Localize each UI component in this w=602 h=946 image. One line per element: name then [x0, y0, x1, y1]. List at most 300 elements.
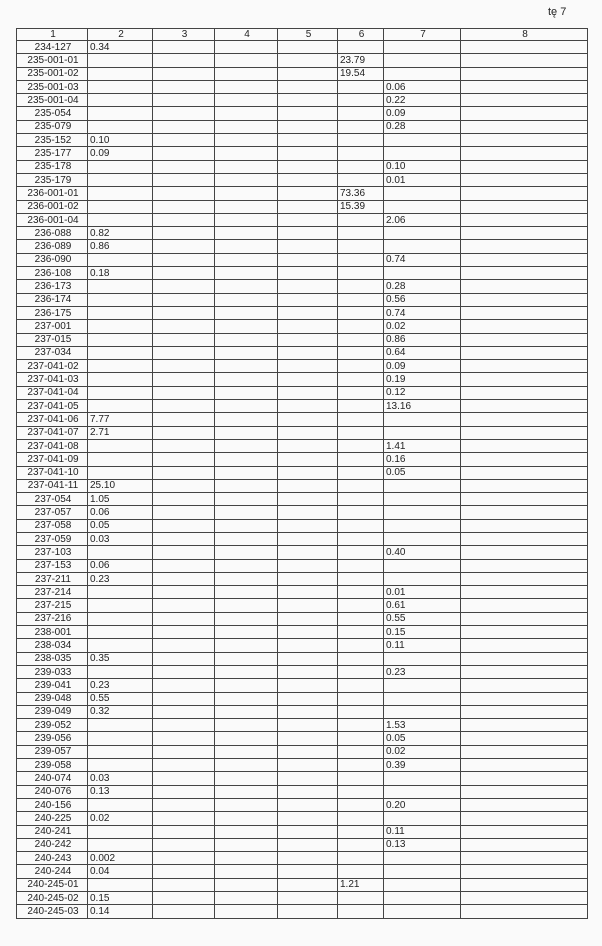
value-cell-col7: 0.64 [384, 346, 461, 359]
value-cell-col2 [88, 360, 153, 373]
value-cell-col7 [384, 812, 461, 825]
value-cell-col7: 0.20 [384, 798, 461, 811]
table-row [17, 679, 588, 692]
value-cell-col2 [88, 67, 153, 80]
table-row [17, 134, 588, 147]
value-cell-col8 [461, 612, 588, 625]
table-row [17, 599, 588, 612]
value-cell-col8 [461, 320, 588, 333]
value-cell-col8 [461, 346, 588, 359]
value-cell-col6 [338, 413, 384, 426]
table-row [17, 479, 588, 492]
value-cell-col4 [215, 107, 278, 120]
table-row [17, 173, 588, 186]
value-cell-col6 [338, 386, 384, 399]
column-header-8: 8 [461, 29, 588, 41]
value-cell-col2 [88, 838, 153, 851]
value-cell-col5 [278, 466, 338, 479]
value-cell-col6 [338, 798, 384, 811]
table-row [17, 253, 588, 266]
table-row [17, 732, 588, 745]
value-cell-col2 [88, 719, 153, 732]
value-cell-col3 [153, 532, 215, 545]
value-cell-col2 [88, 386, 153, 399]
value-cell-col7: 0.55 [384, 612, 461, 625]
value-cell-col6 [338, 426, 384, 439]
value-cell-col5 [278, 280, 338, 293]
value-cell-col3 [153, 173, 215, 186]
value-cell-col4 [215, 466, 278, 479]
value-cell-col2 [88, 626, 153, 639]
value-cell-col7: 0.61 [384, 599, 461, 612]
value-cell-col5 [278, 173, 338, 186]
parcel-id-cell: 234-127 [17, 41, 88, 54]
table-row [17, 772, 588, 785]
value-cell-col3 [153, 572, 215, 585]
value-cell-col5 [278, 107, 338, 120]
value-cell-col4 [215, 493, 278, 506]
value-cell-col6 [338, 865, 384, 878]
value-cell-col6 [338, 293, 384, 306]
table-row [17, 506, 588, 519]
value-cell-col2 [88, 612, 153, 625]
parcel-id-cell: 235-177 [17, 147, 88, 160]
value-cell-col7 [384, 865, 461, 878]
parcel-id-cell: 239-052 [17, 719, 88, 732]
value-cell-col6 [338, 360, 384, 373]
value-cell-col5 [278, 453, 338, 466]
parcel-id-cell: 236-108 [17, 267, 88, 280]
value-cell-col7 [384, 692, 461, 705]
value-cell-col2: 0.02 [88, 812, 153, 825]
value-cell-col4 [215, 293, 278, 306]
table-row [17, 80, 588, 93]
value-cell-col6 [338, 652, 384, 665]
value-cell-col6 [338, 506, 384, 519]
value-cell-col4 [215, 200, 278, 213]
value-cell-col4 [215, 187, 278, 200]
parcel-id-cell: 240-245-03 [17, 905, 88, 918]
table-row [17, 559, 588, 572]
value-cell-col6 [338, 147, 384, 160]
value-cell-col4 [215, 346, 278, 359]
value-cell-col8 [461, 400, 588, 413]
value-cell-col4 [215, 878, 278, 891]
value-cell-col4 [215, 479, 278, 492]
table-row [17, 759, 588, 772]
value-cell-col7 [384, 267, 461, 280]
value-cell-col7: 0.40 [384, 546, 461, 559]
value-cell-col5 [278, 253, 338, 266]
value-cell-col3 [153, 626, 215, 639]
value-cell-col2: 0.002 [88, 852, 153, 865]
table-row [17, 466, 588, 479]
value-cell-col2 [88, 599, 153, 612]
value-cell-col3 [153, 400, 215, 413]
value-cell-col2 [88, 200, 153, 213]
value-cell-col5 [278, 652, 338, 665]
value-cell-col3 [153, 586, 215, 599]
value-cell-col5 [278, 439, 338, 452]
value-cell-col3 [153, 878, 215, 891]
value-cell-col3 [153, 665, 215, 678]
value-cell-col3 [153, 346, 215, 359]
value-cell-col8 [461, 67, 588, 80]
value-cell-col5 [278, 599, 338, 612]
table-row [17, 453, 588, 466]
value-cell-col2 [88, 320, 153, 333]
table-row [17, 639, 588, 652]
table-row [17, 745, 588, 758]
value-cell-col5 [278, 400, 338, 413]
value-cell-col7: 1.41 [384, 439, 461, 452]
parcel-id-cell: 240-241 [17, 825, 88, 838]
value-cell-col5 [278, 373, 338, 386]
value-cell-col7 [384, 479, 461, 492]
value-cell-col8 [461, 546, 588, 559]
table-row [17, 41, 588, 54]
value-cell-col4 [215, 652, 278, 665]
value-cell-col4 [215, 852, 278, 865]
value-cell-col4 [215, 532, 278, 545]
parcel-id-cell: 237-001 [17, 320, 88, 333]
value-cell-col4 [215, 333, 278, 346]
parcel-id-cell: 236-001-01 [17, 187, 88, 200]
value-cell-col8 [461, 692, 588, 705]
parcel-id-cell: 235-178 [17, 160, 88, 173]
table-row [17, 493, 588, 506]
value-cell-col5 [278, 719, 338, 732]
table-row [17, 227, 588, 240]
value-cell-col4 [215, 812, 278, 825]
value-cell-col6 [338, 626, 384, 639]
value-cell-col2 [88, 466, 153, 479]
value-cell-col8 [461, 80, 588, 93]
value-cell-col3 [153, 692, 215, 705]
value-cell-col4 [215, 54, 278, 67]
value-cell-col4 [215, 147, 278, 160]
value-cell-col7 [384, 506, 461, 519]
table-row [17, 400, 588, 413]
value-cell-col3 [153, 825, 215, 838]
value-cell-col6: 23.79 [338, 54, 384, 67]
table-row [17, 852, 588, 865]
value-cell-col4 [215, 453, 278, 466]
value-cell-col5 [278, 346, 338, 359]
parcel-id-cell: 236-173 [17, 280, 88, 293]
value-cell-col6 [338, 546, 384, 559]
value-cell-col3 [153, 479, 215, 492]
value-cell-col6 [338, 612, 384, 625]
value-cell-col8 [461, 439, 588, 452]
value-cell-col3 [153, 280, 215, 293]
value-cell-col5 [278, 905, 338, 918]
parcel-id-cell: 240-074 [17, 772, 88, 785]
value-cell-col7: 13.16 [384, 400, 461, 413]
parcel-id-cell: 236-174 [17, 293, 88, 306]
value-cell-col7: 0.13 [384, 838, 461, 851]
value-cell-col3 [153, 200, 215, 213]
table-row [17, 532, 588, 545]
table-row [17, 865, 588, 878]
table-row [17, 612, 588, 625]
value-cell-col2 [88, 346, 153, 359]
value-cell-col2 [88, 173, 153, 186]
value-cell-col8 [461, 360, 588, 373]
value-cell-col3 [153, 120, 215, 133]
parcel-id-cell: 235-079 [17, 120, 88, 133]
value-cell-col6 [338, 213, 384, 226]
value-cell-col5 [278, 41, 338, 54]
value-cell-col6 [338, 373, 384, 386]
table-row [17, 306, 588, 319]
table-row [17, 267, 588, 280]
page-label: tę 7 [548, 6, 567, 18]
value-cell-col8 [461, 293, 588, 306]
value-cell-col3 [153, 519, 215, 532]
table-row [17, 705, 588, 718]
value-cell-col7 [384, 147, 461, 160]
value-cell-col4 [215, 798, 278, 811]
parcel-id-cell: 239-041 [17, 679, 88, 692]
column-header-1: 1 [17, 29, 88, 41]
header-row [17, 29, 588, 41]
value-cell-col8 [461, 373, 588, 386]
value-cell-col5 [278, 306, 338, 319]
value-cell-col4 [215, 306, 278, 319]
value-cell-col5 [278, 493, 338, 506]
value-cell-col8 [461, 878, 588, 891]
value-cell-col4 [215, 679, 278, 692]
value-cell-col4 [215, 80, 278, 93]
value-cell-col8 [461, 453, 588, 466]
value-cell-col3 [153, 426, 215, 439]
value-cell-col5 [278, 67, 338, 80]
value-cell-col7 [384, 532, 461, 545]
value-cell-col5 [278, 413, 338, 426]
value-cell-col2: 0.35 [88, 652, 153, 665]
value-cell-col3 [153, 107, 215, 120]
value-cell-col7: 0.05 [384, 466, 461, 479]
value-cell-col3 [153, 439, 215, 452]
value-cell-col7: 0.09 [384, 107, 461, 120]
value-cell-col8 [461, 719, 588, 732]
value-cell-col6 [338, 134, 384, 147]
value-cell-col6: 19.54 [338, 67, 384, 80]
table-row [17, 373, 588, 386]
value-cell-col6 [338, 599, 384, 612]
value-cell-col5 [278, 865, 338, 878]
value-cell-col6 [338, 439, 384, 452]
value-cell-col4 [215, 719, 278, 732]
value-cell-col3 [153, 253, 215, 266]
table-row [17, 413, 588, 426]
value-cell-col8 [461, 134, 588, 147]
parcel-id-cell: 237-216 [17, 612, 88, 625]
value-cell-col4 [215, 865, 278, 878]
value-cell-col8 [461, 812, 588, 825]
table-row [17, 54, 588, 67]
value-cell-col8 [461, 267, 588, 280]
value-cell-col3 [153, 160, 215, 173]
value-cell-col4 [215, 785, 278, 798]
parcel-id-cell: 238-034 [17, 639, 88, 652]
value-cell-col5 [278, 120, 338, 133]
table-row [17, 147, 588, 160]
value-cell-col8 [461, 120, 588, 133]
value-cell-col8 [461, 798, 588, 811]
value-cell-col8 [461, 466, 588, 479]
value-cell-col4 [215, 892, 278, 905]
value-cell-col3 [153, 745, 215, 758]
value-cell-col7 [384, 652, 461, 665]
value-cell-col7 [384, 785, 461, 798]
table-row [17, 346, 588, 359]
value-cell-col6 [338, 120, 384, 133]
value-cell-col5 [278, 612, 338, 625]
parcel-id-cell: 240-076 [17, 785, 88, 798]
value-cell-col3 [153, 320, 215, 333]
table-row [17, 665, 588, 678]
value-cell-col5 [278, 825, 338, 838]
value-cell-col7: 0.10 [384, 160, 461, 173]
table-row [17, 692, 588, 705]
value-cell-col5 [278, 267, 338, 280]
value-cell-col6 [338, 732, 384, 745]
table-row [17, 67, 588, 80]
value-cell-col2 [88, 160, 153, 173]
value-cell-col3 [153, 612, 215, 625]
value-cell-col7 [384, 705, 461, 718]
parcel-id-cell: 237-041-06 [17, 413, 88, 426]
value-cell-col2 [88, 333, 153, 346]
parcel-id-cell: 239-049 [17, 705, 88, 718]
value-cell-col8 [461, 732, 588, 745]
value-cell-col2: 0.14 [88, 905, 153, 918]
table-row [17, 386, 588, 399]
value-cell-col4 [215, 705, 278, 718]
parcel-id-cell: 237-215 [17, 599, 88, 612]
value-cell-col2 [88, 400, 153, 413]
value-cell-col4 [215, 506, 278, 519]
value-cell-col3 [153, 719, 215, 732]
value-cell-col4 [215, 745, 278, 758]
value-cell-col6 [338, 346, 384, 359]
value-cell-col7: 2.06 [384, 213, 461, 226]
table-row [17, 213, 588, 226]
value-cell-col8 [461, 825, 588, 838]
value-cell-col2 [88, 107, 153, 120]
column-header-2: 2 [88, 29, 153, 41]
value-cell-col4 [215, 227, 278, 240]
value-cell-col3 [153, 852, 215, 865]
value-cell-col2: 0.23 [88, 679, 153, 692]
value-cell-col5 [278, 160, 338, 173]
table-row [17, 626, 588, 639]
value-cell-col6 [338, 160, 384, 173]
parcel-id-cell: 237-058 [17, 519, 88, 532]
table-row [17, 572, 588, 585]
value-cell-col7 [384, 227, 461, 240]
value-cell-col8 [461, 479, 588, 492]
value-cell-col4 [215, 213, 278, 226]
parcel-id-cell: 238-001 [17, 626, 88, 639]
value-cell-col7: 0.56 [384, 293, 461, 306]
value-cell-col4 [215, 160, 278, 173]
value-cell-col3 [153, 373, 215, 386]
value-cell-col2 [88, 665, 153, 678]
value-cell-col2 [88, 293, 153, 306]
value-cell-col7 [384, 240, 461, 253]
value-cell-col5 [278, 798, 338, 811]
value-cell-col7 [384, 679, 461, 692]
value-cell-col2: 0.13 [88, 785, 153, 798]
value-cell-col2: 0.18 [88, 267, 153, 280]
value-cell-col8 [461, 532, 588, 545]
value-cell-col5 [278, 812, 338, 825]
value-cell-col2 [88, 54, 153, 67]
value-cell-col2 [88, 745, 153, 758]
value-cell-col7: 0.39 [384, 759, 461, 772]
value-cell-col4 [215, 825, 278, 838]
value-cell-col5 [278, 572, 338, 585]
value-cell-col8 [461, 665, 588, 678]
value-cell-col6 [338, 759, 384, 772]
value-cell-col5 [278, 320, 338, 333]
value-cell-col3 [153, 865, 215, 878]
value-cell-col8 [461, 519, 588, 532]
parcel-id-cell: 237-211 [17, 572, 88, 585]
value-cell-col4 [215, 732, 278, 745]
value-cell-col7 [384, 892, 461, 905]
value-cell-col3 [153, 559, 215, 572]
value-cell-col3 [153, 652, 215, 665]
table-row [17, 360, 588, 373]
value-cell-col7: 0.11 [384, 825, 461, 838]
value-cell-col8 [461, 213, 588, 226]
value-cell-col3 [153, 240, 215, 253]
table-row [17, 439, 588, 452]
value-cell-col8 [461, 94, 588, 107]
value-cell-col2 [88, 253, 153, 266]
value-cell-col7: 0.05 [384, 732, 461, 745]
value-cell-col5 [278, 772, 338, 785]
table-row [17, 825, 588, 838]
value-cell-col8 [461, 240, 588, 253]
value-cell-col7 [384, 519, 461, 532]
value-cell-col2: 0.15 [88, 892, 153, 905]
table-header [17, 29, 588, 41]
value-cell-col5 [278, 532, 338, 545]
value-cell-col3 [153, 705, 215, 718]
parcel-id-cell: 237-041-05 [17, 400, 88, 413]
value-cell-col6 [338, 559, 384, 572]
parcel-id-cell: 236-175 [17, 306, 88, 319]
value-cell-col4 [215, 413, 278, 426]
value-cell-col4 [215, 360, 278, 373]
value-cell-col8 [461, 852, 588, 865]
value-cell-col5 [278, 426, 338, 439]
value-cell-col7: 0.23 [384, 665, 461, 678]
table-row [17, 187, 588, 200]
value-cell-col2 [88, 94, 153, 107]
value-cell-col2: 0.82 [88, 227, 153, 240]
value-cell-col6 [338, 94, 384, 107]
parcel-id-cell: 235-054 [17, 107, 88, 120]
value-cell-col4 [215, 373, 278, 386]
table-row [17, 905, 588, 918]
value-cell-col6: 15.39 [338, 200, 384, 213]
